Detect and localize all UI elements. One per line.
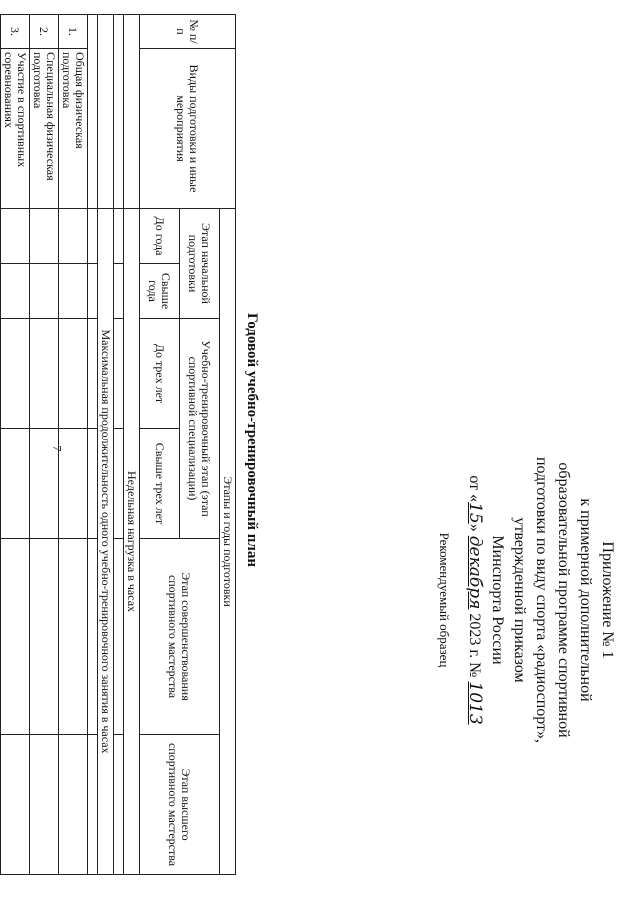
appendix-line: подготовки по виду спорта «радиоспорт», <box>533 456 550 744</box>
table-row: 3. Участие в спортивных соревнованиях <box>1 15 30 875</box>
header-initial-stage: Этап начальной подготовки <box>180 209 220 319</box>
appendix-line: образовательной программе спортивной <box>555 462 572 738</box>
appendix-line: Минспорта России <box>489 535 506 665</box>
header-upto-year: До года <box>140 209 180 264</box>
max-duration-label: Максимальная продолжительность одного учебно-тренировочного занятия в часах <box>98 209 114 875</box>
table-row: 2. Специальная физическая подготовка <box>30 15 59 875</box>
header-over-three: Свыше трех лет <box>140 429 180 539</box>
appendix-date-line: от «15» декабря 2023 г. № 1013 <box>465 475 485 725</box>
table-row: 1. Общая физическая подготовка <box>59 15 88 875</box>
handwritten-order-number: 1013 <box>465 681 485 725</box>
header-num: № п/п <box>140 15 236 49</box>
appendix-line: к примерной дополнительной <box>577 498 594 702</box>
page-number: 7 <box>50 445 65 452</box>
header-types: Виды подготовки и иные мероприятия <box>140 49 236 209</box>
appendix-block <box>433 380 618 820</box>
document-title: Годовой учебно-тренировочный план <box>244 313 260 567</box>
table-row <box>0 15 1 875</box>
header-training-stage: Учебно-тренировочный этап (этап спортивной специализации) <box>180 319 220 539</box>
appendix-title: Приложение № 1 <box>599 541 616 659</box>
handwritten-day: 15 <box>465 502 485 524</box>
header-higher-stage: Этап высшего спортивного мастерства <box>140 735 220 875</box>
appendix-line: утвержденной приказом <box>511 517 528 683</box>
header-improvement-stage: Этап совершенствования спортивного мастерства <box>140 539 220 735</box>
handwritten-month: декабря <box>465 535 485 610</box>
recommended-sample: Рекомендуемый образец <box>437 532 452 668</box>
training-plan-table <box>0 14 236 875</box>
header-over-year: Свыше года <box>140 264 180 319</box>
header-upto-three: До трех лет <box>140 319 180 429</box>
weekly-load-label: Недельная нагрузка в часах <box>124 209 140 875</box>
header-stages: Этапы и годы подготовки <box>220 209 236 875</box>
